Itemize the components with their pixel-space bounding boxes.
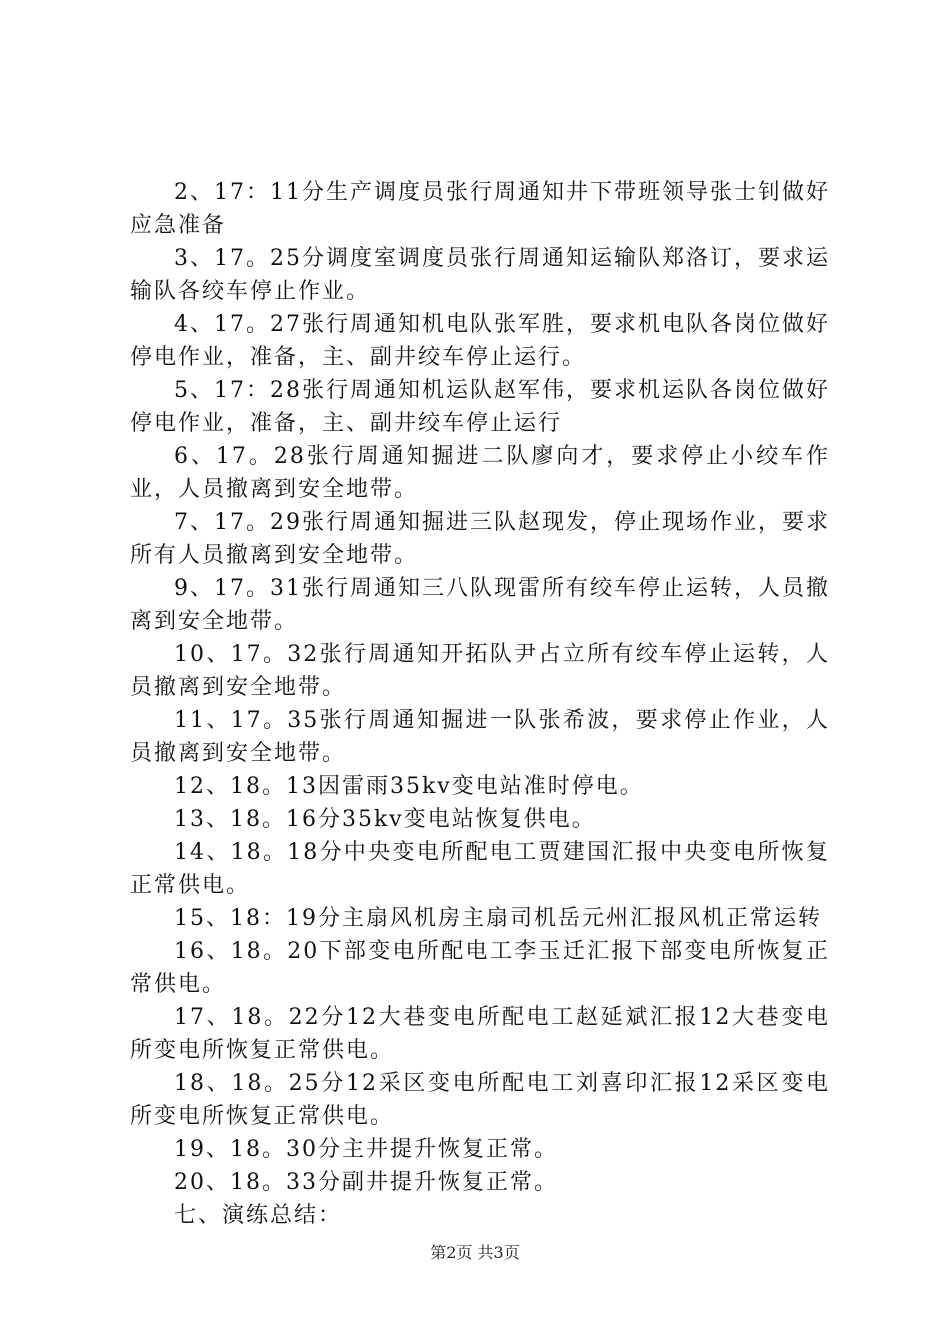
paragraph: 2、17：11分生产调度员张行周通知井下带班领导张士钊做好应急准备 [130, 180, 830, 238]
paragraph: 6、17。28张行周通知掘进二队廖向才，要求停止小绞车作业，人员撤离到安全地带。 [130, 444, 830, 502]
page-footer: 第2页 共3页 [430, 1243, 520, 1262]
paragraph: 19、18。30分主井提升恢复正常。 [174, 1137, 558, 1162]
paragraph: 17、18。22分12大巷变电所配电工赵延斌汇报12大巷变电所变电所恢复正常供电。 [130, 1005, 830, 1063]
paragraph: 13、18。16分35kv变电站恢复供电。 [174, 807, 596, 832]
paragraph: 15、18：19分主扇风机房主扇司机岳元州汇报风机正常运转 [174, 906, 822, 931]
section-heading: 七、演练总结： [174, 1203, 343, 1228]
paragraph: 16、18。20下部变电所配电工李玉迁汇报下部变电所恢复正常供电。 [130, 939, 830, 997]
paragraph: 9、17。31张行周通知三八队现雷所有绞车停止运转，人员撤离到安全地带。 [130, 576, 830, 634]
paragraph: 14、18。18分中央变电所配电工贾建国汇报中央变电所恢复正常供电。 [130, 840, 830, 898]
paragraph: 3、17。25分调度室调度员张行周通知运输队郑洛订，要求运输队各绞车停止作业。 [130, 246, 830, 304]
paragraph: 10、17。32张行周通知开拓队尹占立所有绞车停止运转，人员撤离到安全地带。 [130, 642, 830, 700]
paragraph: 18、18。25分12采区变电所配电工刘喜印汇报12采区变电所变电所恢复正常供电。 [130, 1071, 830, 1129]
paragraph: 11、17。35张行周通知掘进一队张希波，要求停止作业，人员撤离到安全地带。 [130, 708, 830, 766]
paragraph: 5、17：28张行周通知机运队赵军伟，要求机运队各岗位做好停电作业，准备，主、副井绞车停止运行 [130, 378, 830, 436]
paragraph: 4、17。27张行周通知机电队张军胜，要求机电队各岗位做好停电作业，准备，主、副井绞车停止运行。 [130, 312, 830, 370]
paragraph: 7、17。29张行周通知掘进三队赵现发，停止现场作业，要求所有人员撤离到安全地带。 [130, 510, 830, 568]
paragraph: 20、18。33分副井提升恢复正常。 [174, 1170, 558, 1195]
paragraph: 12、18。13因雷雨35kv变电站准时停电。 [174, 774, 644, 799]
document-body [130, 176, 830, 1232]
